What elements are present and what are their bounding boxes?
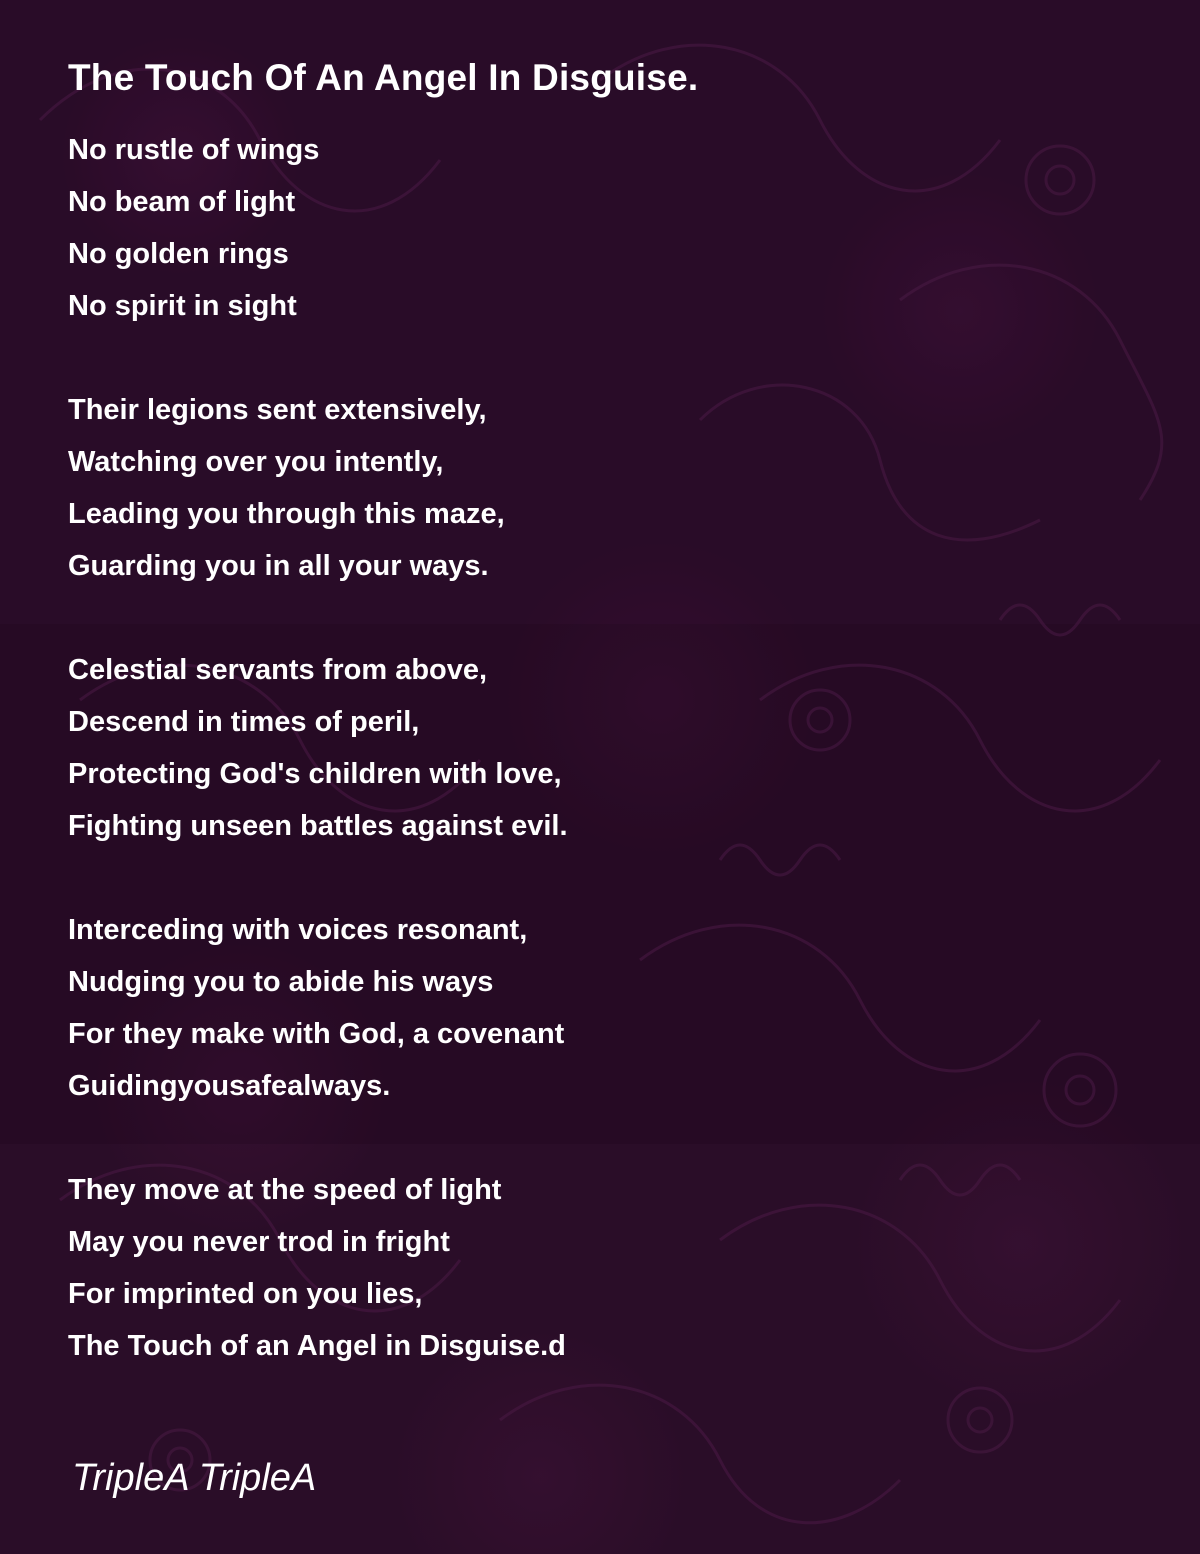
poem-title: The Touch Of An Angel In Disguise.	[68, 57, 699, 98]
stanza-4	[68, 904, 1128, 1112]
poem-line: No beam of light	[68, 186, 296, 218]
stanza-5	[68, 1164, 1128, 1372]
poem-line: Guidingyousafealways.	[68, 1070, 391, 1102]
poem-line: Interceding with voices resonant,	[68, 914, 528, 946]
poem-line: May you never trod in fright	[68, 1226, 450, 1258]
poem-line: Celestial servants from above,	[68, 654, 488, 686]
poem-line: Guarding you in all your ways.	[68, 550, 489, 582]
poem-line: For imprinted on you lies,	[68, 1278, 423, 1310]
poem-line: Their legions sent extensively,	[68, 394, 487, 426]
poem-line: Protecting God's children with love,	[68, 758, 562, 790]
poem-content	[68, 52, 1128, 1424]
poem-line: For they make with God, a covenant	[68, 1018, 565, 1050]
poem-line: No rustle of wings	[68, 134, 320, 166]
stanza-2	[68, 384, 1128, 592]
poem-line: No golden rings	[68, 238, 289, 270]
poem-line: Descend in times of peril,	[68, 706, 420, 738]
poem-line: Leading you through this maze,	[68, 498, 505, 530]
poem-line: Fighting unseen battles against evil.	[68, 810, 568, 842]
poem-line: They move at the speed of light	[68, 1174, 502, 1206]
poem-line: Watching over you intently,	[68, 446, 444, 478]
poem-line: No spirit in sight	[68, 290, 297, 322]
stanza-3	[68, 644, 1128, 852]
poem-line: Nudging you to abide his ways	[68, 966, 494, 998]
poem-author: TripleA TripleA	[72, 1457, 317, 1499]
stanza-1	[68, 124, 1128, 332]
poem-line: The Touch of an Angel in Disguise.d	[68, 1330, 566, 1362]
